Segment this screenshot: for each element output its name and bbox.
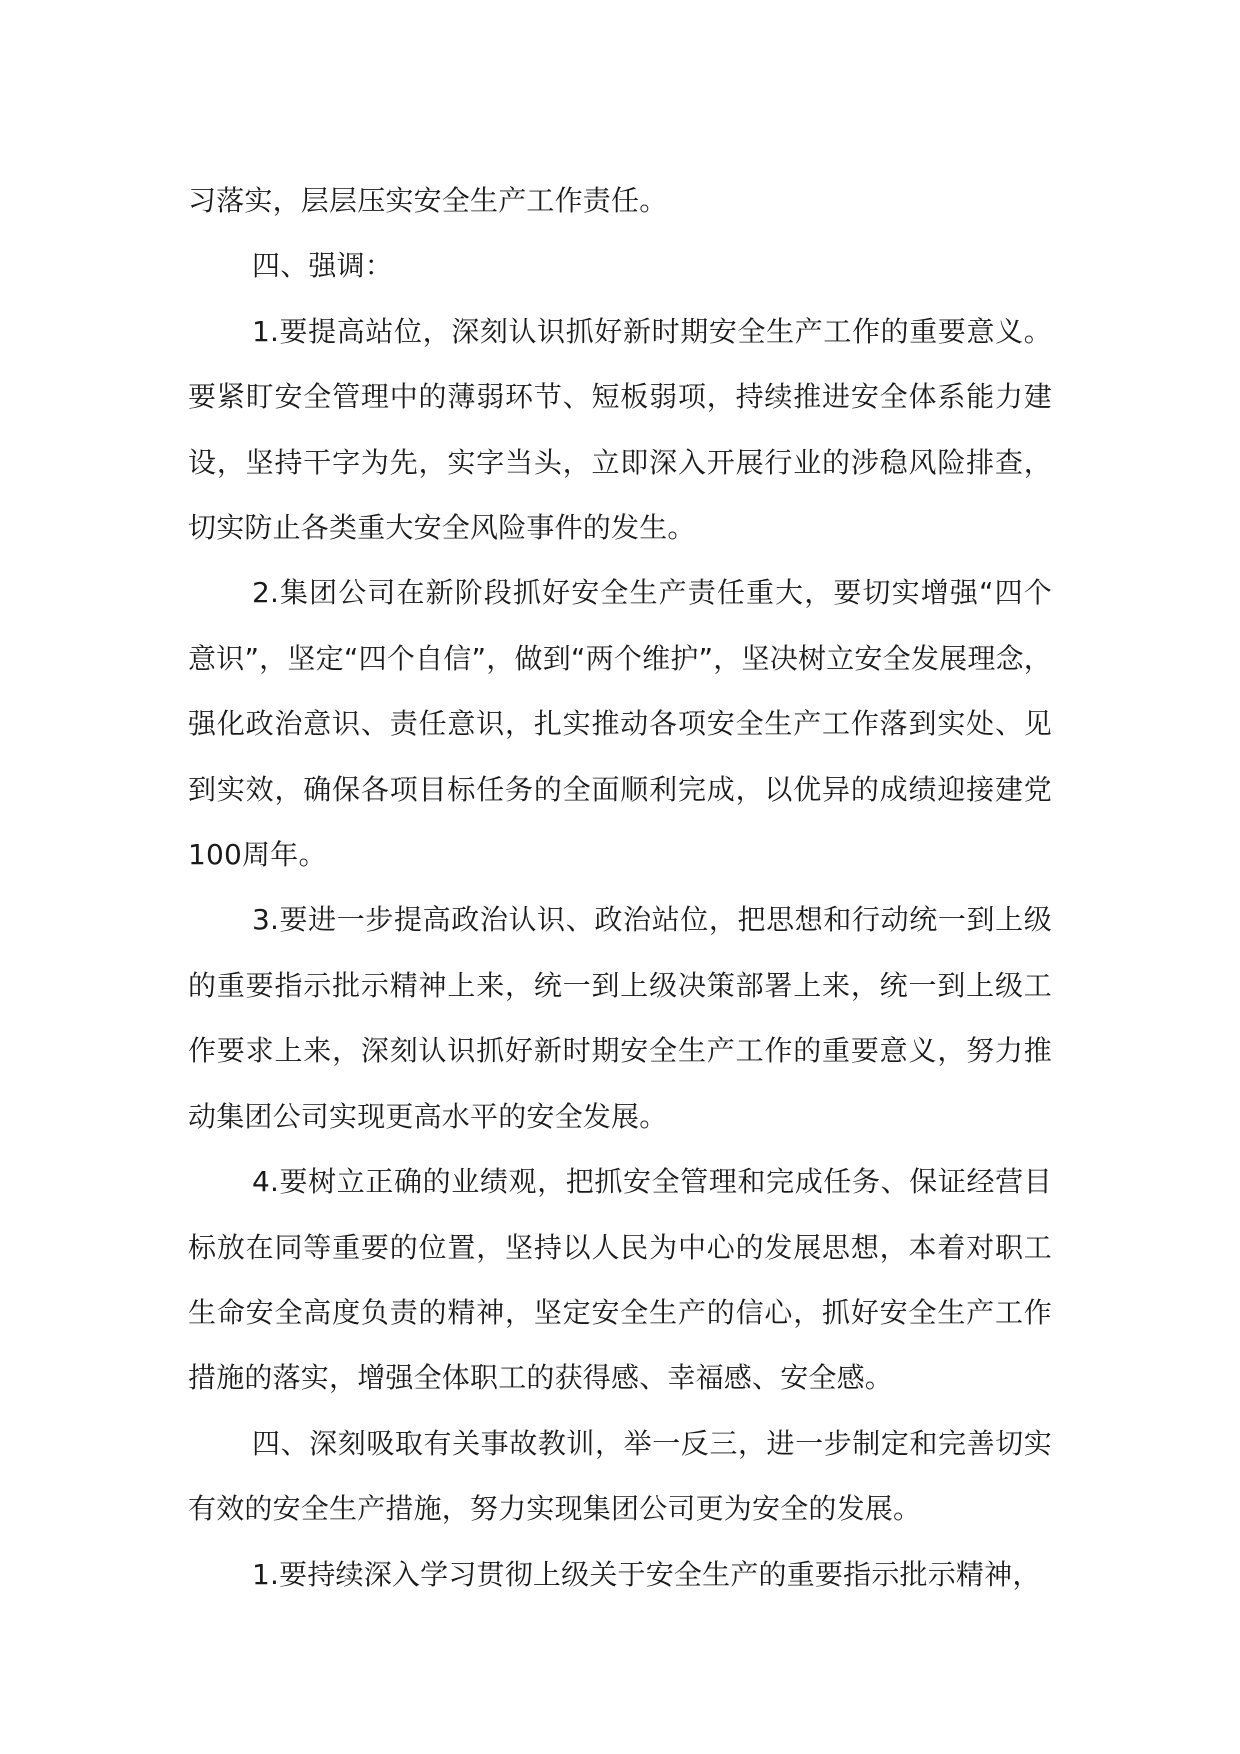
paragraph-point-4: 4.要树立正确的业绩观，把抓安全管理和完成任务、保证经营目标放在同等重要的位置，坚持以人民为中心的发展思想，本着对职工生命安全高度负责的精神，坚定安全生产的信心，抓好安全生产工作措施的落实，增强全体职工的获得感、幸福感、安全感。 (188, 1165, 1052, 1395)
document-body (188, 168, 1052, 1607)
paragraph-lessons-point-1: 1.要持续深入学习贯彻上级关于安全生产的重要指示批示精神， (252, 1557, 1041, 1591)
paragraph-continuation: 习落实，层层压实安全生产工作责任。 (188, 184, 668, 217)
paragraph-point-2: 2.集团公司在新阶段抓好安全生产责任重大，要切实增强“四个意识”，坚定“四个自信”，做到“两个维护”，坚决树立安全发展理念，强化政治意识、责任意识，扎实推动各项安全生产工作落到实处、见到实效，确保各项目标任务的全面顺利完成，以优异的成绩迎接建党100周年。 (188, 576, 1052, 872)
paragraph-point-1: 1.要提高站位，深刻认识抓好新时期安全生产工作的重要意义。要紧盯安全管理中的薄弱环节、短板弱项，持续推进安全体系能力建设，坚持干字为先，实字当头，立即深入开展行业的涉稳风险排查，切实防止各类重大安全风险事件的发生。 (188, 314, 1052, 545)
paragraph-point-3: 3.要进一步提高政治认识、政治站位，把思想和行动统一到上级的重要指示批示精神上来，统一到上级决策部署上来，统一到上级工作要求上来，深刻认识抓好新时期安全生产工作的重要意义，努力推动集团公司实现更高水平的安全发展。 (188, 903, 1052, 1133)
section-heading-lessons: 四、深刻吸取有关事故教训，举一反三，进一步制定和完善切实有效的安全生产措施，努力实现集团公司更为安全的发展。 (188, 1426, 1052, 1526)
section-heading-emphasis: 四、强调： (252, 249, 394, 283)
